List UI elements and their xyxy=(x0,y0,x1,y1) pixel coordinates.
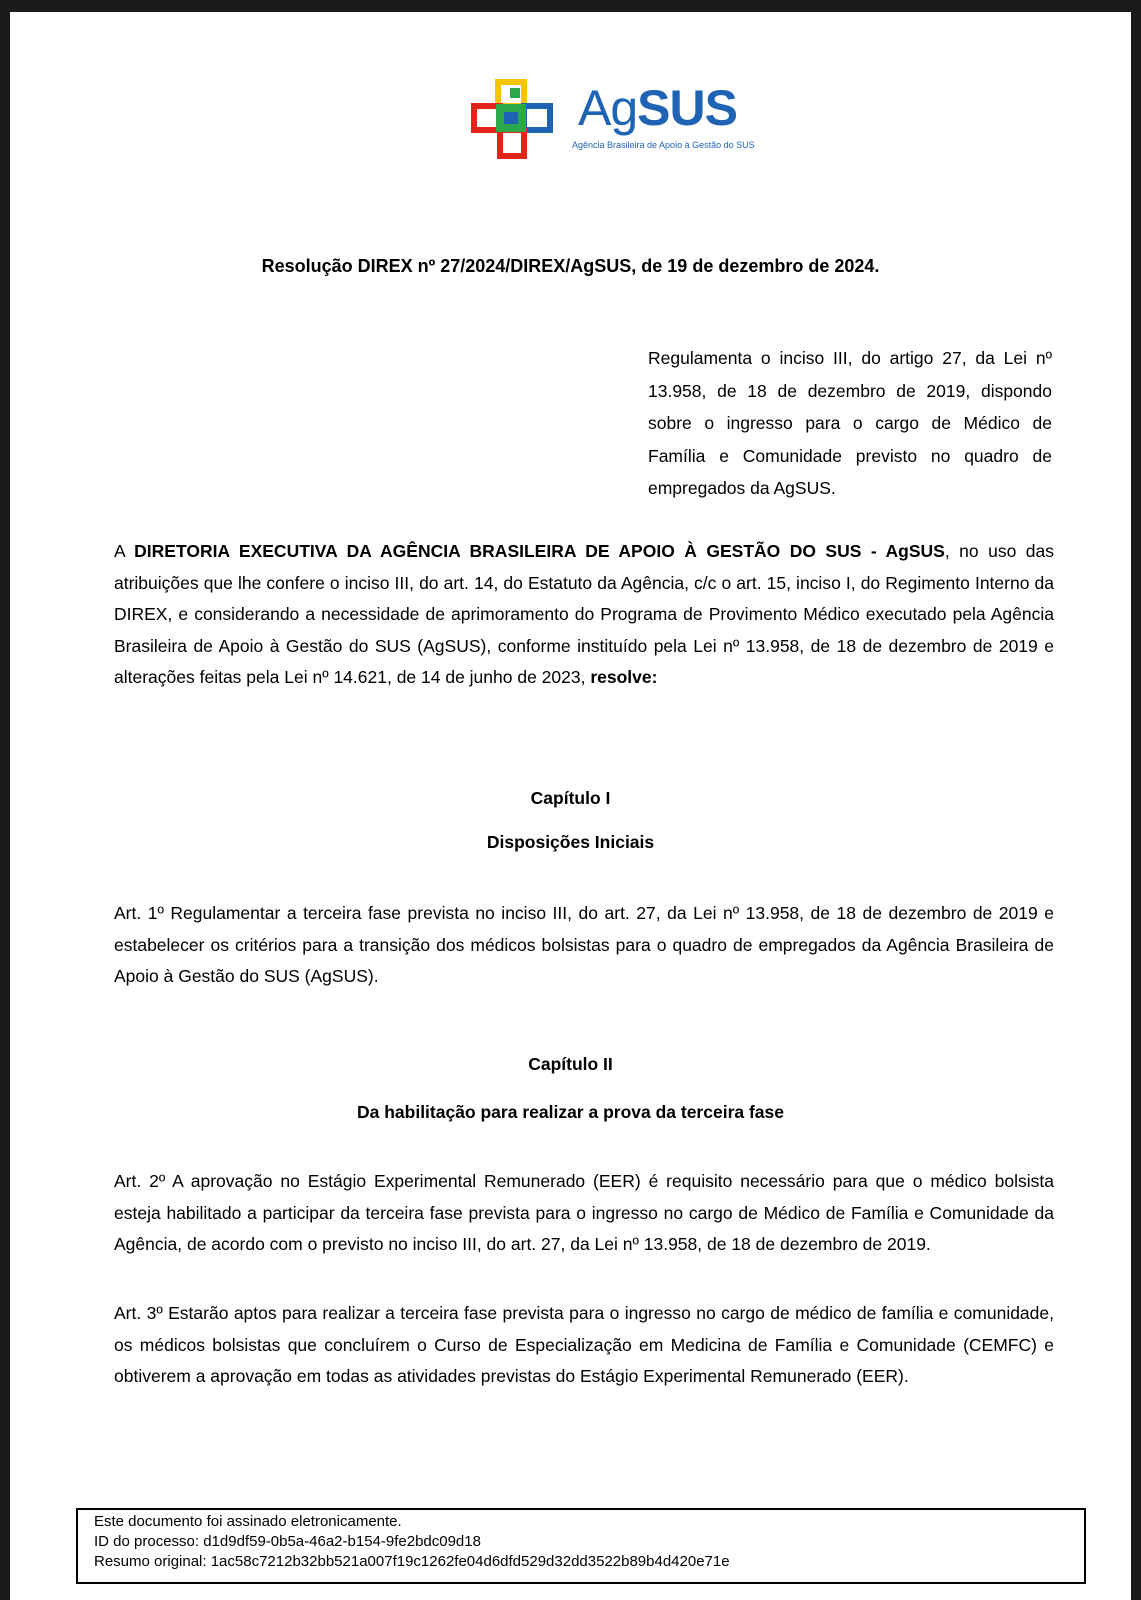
signature-process-id: ID do processo: d1d9df59-0b5a-46a2-b154-9fe2bdc09d18 xyxy=(94,1533,481,1550)
preamble-org: DIRETORIA EXECUTIVA DA AGÊNCIA BRASILEIRA DE APOIO À GESTÃO DO SUS - AgSUS xyxy=(134,541,945,561)
logo-subtitle: Agência Brasileira de Apoio à Gestão do SUS xyxy=(572,140,755,150)
cross-logo-icon xyxy=(470,78,566,164)
chapter-2-title: Da habilitação para realizar a prova da terceira fase xyxy=(356,1102,784,1122)
chapter-1-title: Disposições Iniciais xyxy=(486,832,655,852)
ementa: Regulamenta o inciso III, do artigo 27, da Lei nº 13.958, de 18 de dezembro de 2019, dispondo sobre o ingresso para o cargo de Médico de Família e Comunidade previsto no quadro de empregados da AgSUS. xyxy=(648,348,1052,498)
preamble-text: , no uso das atribuições que lhe confere o inciso III, do art. 14, do Estatuto da Agência, c/c o art. 15, inciso I, do Regimento Interno da DIREX, e considerando a necessidade de aprimoramento do Programa de Provimento Médico executado pela Agência Brasileira de Apoio à Gestão do SUS (AgSUS), conforme instituído pela Lei nº 13.958, de 18 de dezembro de 2019 e alterações feitas pela Lei nº 14.621, de 14 de junho de 2023, xyxy=(114,541,1054,687)
article-3: Art. 3º Estarão aptos para realizar a terceira fase prevista para o ingresso no cargo de médico de família e comunidade, os médicos bolsistas que concluírem o Curso de Especialização em Medicina de Família e Comunidade (CEMFC) e obtiverem a aprovação em todas as atividades previstas do Estágio Experimental Remunerado (EER). xyxy=(114,1303,1054,1386)
article-1: Art. 1º Regulamentar a terceira fase prevista no inciso III, do art. 27, da Lei nº 13.958, de 18 de dezembro de 2019 e estabelecer os critérios para a transição dos médicos bolsistas para o quadro de empregados da Agência Brasileira de Apoio à Gestão do SUS (AgSUS). xyxy=(114,903,1054,986)
signature-line-1: Este documento foi assinado eletronicamente. xyxy=(94,1513,402,1530)
signature-box xyxy=(76,1508,1086,1584)
document-page xyxy=(10,12,1131,1600)
article-2: Art. 2º A aprovação no Estágio Experimental Remunerado (EER) é requisito necessário para que o médico bolsista esteja habilitado a participar da terceira fase prevista para o ingresso no cargo de Médico de Família e Comunidade da Agência, de acordo com o previsto no inciso III, do art. 27, da Lei nº 13.958, de 18 de dezembro de 2019. xyxy=(114,1171,1054,1254)
chapter-2-number: Capítulo II xyxy=(528,1054,613,1074)
preamble-lead: A xyxy=(114,541,135,561)
agsus-logo xyxy=(470,78,755,164)
chapter-1-number: Capítulo I xyxy=(530,788,611,808)
document-title: Resolução DIREX nº 27/2024/DIREX/AgSUS, de 19 de dezembro de 2024. xyxy=(261,256,880,276)
signature-hash: Resumo original: 1ac58c7212b32bb521a007f19c1262fe04d6dfd529d32dd3522b89b4d420e71e xyxy=(94,1553,730,1570)
preamble-resolve: resolve: xyxy=(590,667,658,687)
logo-wordmark: AgSUS xyxy=(578,80,737,136)
preamble xyxy=(114,536,1054,694)
